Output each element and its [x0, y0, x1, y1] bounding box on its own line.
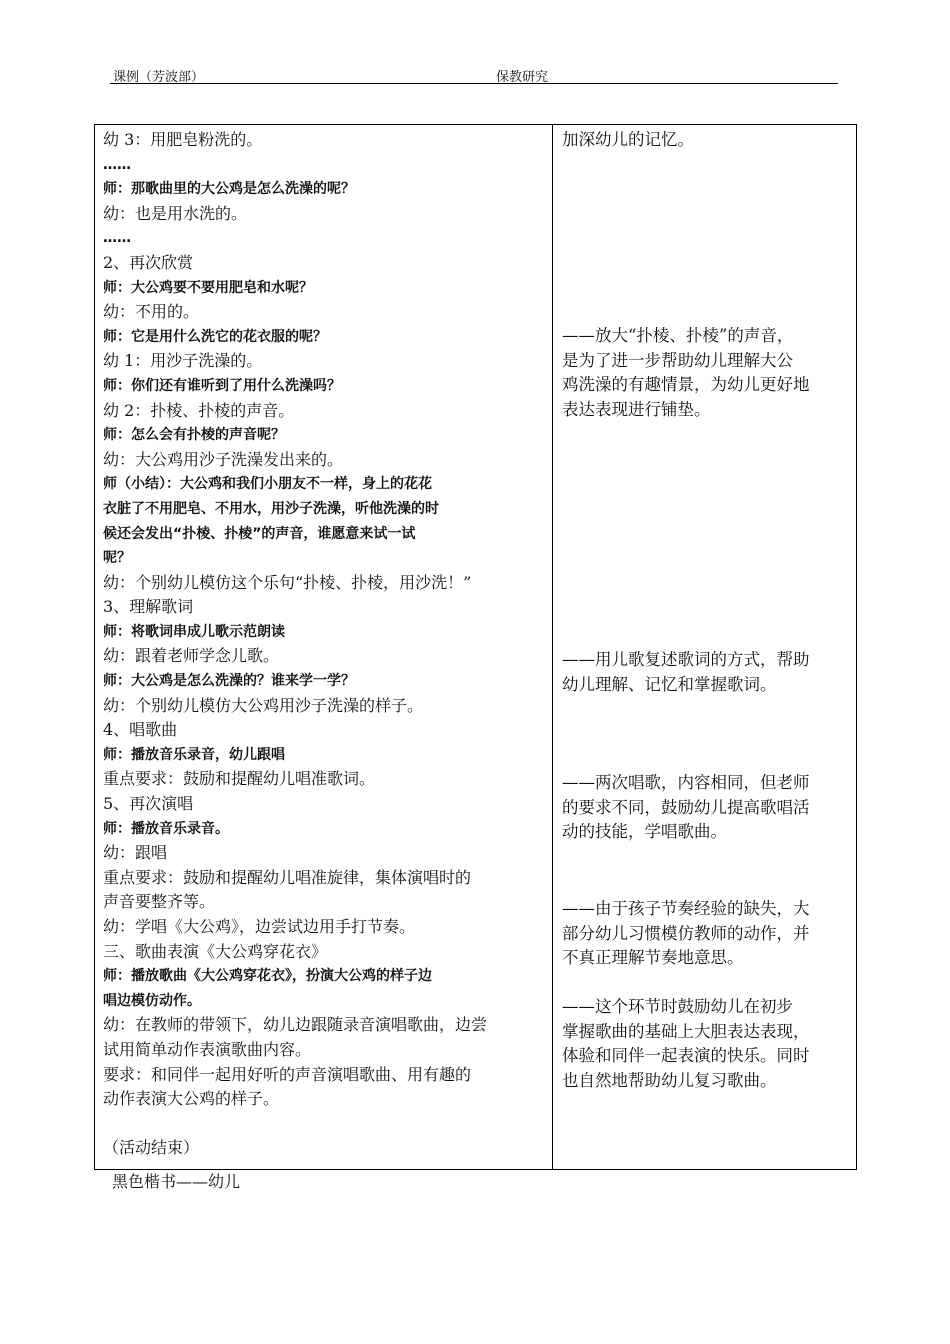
text-line: 幼：大公鸡用沙子洗澡发出来的。: [103, 449, 344, 469]
text-line: 幼：个别幼儿模仿这个乐句“扑棱、扑棱，用沙洗！”: [103, 572, 472, 592]
column-divider: [552, 124, 553, 1170]
text-line: 幼：不用的。: [103, 302, 200, 322]
activity-column: [103, 128, 548, 1161]
text-line: 声音要整齐等。: [103, 892, 216, 912]
text-line: 幼：跟着老师学念儿歌。: [103, 646, 280, 666]
text-line: 三、歌曲表演《大公鸡穿花衣》: [103, 941, 328, 961]
note-line: ——这个环节时鼓励幼儿在初步: [562, 997, 793, 1016]
note-5: [562, 897, 852, 971]
note-3: [562, 648, 852, 697]
teacher-line: 师：怎么会有扑棱的声音呢？: [103, 427, 285, 444]
teacher-line: 呢？: [103, 550, 131, 567]
note-line: 不真正理解节奏地意思。: [562, 948, 744, 968]
text-line: 幼：跟唱: [103, 843, 168, 863]
teacher-line: 师：你们还有谁听到了用什么洗澡吗？: [103, 377, 341, 394]
teacher-line: 衣脏了不用肥皂、不用水，用沙子洗澡，听他洗澡的时: [103, 500, 439, 517]
teacher-line: ……: [103, 156, 131, 173]
teacher-line: 师：大公鸡是怎么洗澡的？谁来学一学？: [103, 673, 355, 690]
note-line: 表达表现进行铺垫。: [562, 399, 711, 419]
note-line: ——由于孩子节奏经验的缺失，大: [562, 899, 810, 918]
text-line: 幼：学唱《大公鸡》，边尝试边用手打节奏。: [103, 917, 416, 936]
text-line: （活动结束）: [103, 1138, 200, 1158]
text-line: 幼 3：用肥皂粉洗的。: [103, 130, 263, 149]
text-line: 幼：个别幼儿模仿大公鸡用沙子洗澡的样子。: [103, 695, 424, 715]
teacher-line: ……: [103, 230, 131, 247]
text-line: 5、再次演唱: [103, 794, 194, 814]
note-line: 幼儿理解、记忆和掌握歌词。: [562, 674, 777, 694]
teacher-line: 师：播放音乐录音，幼儿跟唱: [103, 746, 285, 763]
text-line: 动作表演大公鸡的样子。: [103, 1089, 280, 1109]
note-line: 鸡洗澡的有趣情景，为幼儿更好地: [562, 375, 810, 395]
header-left: 课例（芳波部）: [113, 70, 205, 85]
text-line: 幼 1：用沙子洗澡的。: [103, 351, 263, 371]
note-line: 掌握歌曲的基础上大胆表达表现，: [562, 1021, 810, 1041]
note-line: 部分幼儿习惯模仿教师的动作，并: [562, 923, 810, 943]
note-line: 的要求不同，鼓励幼儿提高歌唱活: [562, 797, 810, 817]
note-line: 动的技能，学唱歌曲。: [562, 822, 727, 842]
text-line: 重点要求：鼓励和提醒幼儿唱准旋律，集体演唱时的: [103, 867, 472, 887]
text-line: 试用简单动作表演歌曲内容。: [103, 1039, 312, 1059]
teacher-line: 师（小结）：大公鸡和我们小朋友不一样，身上的花花: [103, 476, 432, 493]
text-line: 幼：在教师的带领下，幼儿边跟随录音演唱歌曲，边尝: [103, 1015, 488, 1035]
teacher-line: 候还会发出“扑棱、扑棱”的声音，谁愿意来试一试: [103, 525, 416, 542]
note-line: 体验和同伴一起表演的快乐。同时: [562, 1046, 810, 1066]
text-line: 要求：和同伴一起用好听的声音演唱歌曲、用有趣的: [103, 1064, 472, 1084]
text-line: 2、再次欣赏: [103, 252, 194, 272]
note-2: [562, 324, 852, 422]
note-line: ——两次唱歌，内容相同，但老师: [562, 773, 810, 792]
header-rule: [110, 83, 838, 84]
note-line: 是为了进一步帮助幼儿理解大公: [562, 350, 793, 370]
teacher-line: 师：播放歌曲《大公鸡穿花衣》，扮演大公鸡的样子边: [103, 968, 432, 985]
teacher-line: 师：将歌词串成儿歌示范朗读: [103, 623, 285, 640]
text-line: 幼：也是用水洗的。: [103, 203, 248, 223]
text-line: 幼 2：扑棱、扑棱的声音。: [103, 400, 295, 420]
note-line: 也自然地帮助幼儿复习歌曲。: [562, 1070, 777, 1090]
footer-legend: 黑色楷书——幼儿: [112, 1172, 241, 1191]
text-line: [103, 1112, 548, 1137]
text-line: 重点要求：鼓励和提醒幼儿唱准歌词。: [103, 769, 376, 789]
text-line: 4、唱歌曲: [103, 720, 178, 740]
note-line: 加深幼儿的记忆。: [562, 130, 694, 149]
note-line: ——放大“扑棱、扑棱”的声音，: [562, 326, 794, 345]
teacher-line: 师：大公鸡要不要用肥皂和水呢？: [103, 279, 313, 296]
teacher-line: 师：它是用什么洗它的花衣服的呢？: [103, 328, 327, 345]
teacher-line: 师：那歌曲里的大公鸡是怎么洗澡的呢？: [103, 181, 355, 198]
note-4: [562, 771, 852, 845]
header-center: 保教研究: [496, 70, 549, 85]
text-line: 3、理解歌词: [103, 597, 194, 617]
note-1: [562, 128, 852, 153]
note-6: [562, 995, 852, 1093]
note-line: ——用儿歌复述歌词的方式，帮助: [562, 650, 810, 669]
teacher-line: 唱边模仿动作。: [103, 992, 201, 1009]
teacher-line: 师：播放音乐录音。: [103, 820, 229, 837]
